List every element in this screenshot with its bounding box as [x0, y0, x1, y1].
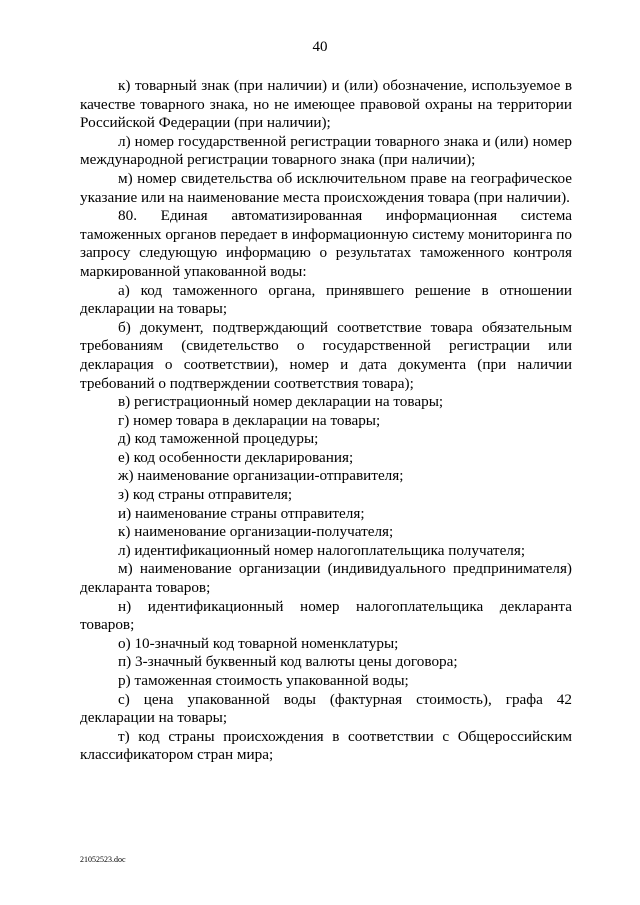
paragraph-l-recipient-tin: л) идентификационный номер налогоплательщика получателя;	[118, 541, 526, 559]
paragraph-g-goods-number: г) номер товара в декларации на товары;	[118, 411, 381, 429]
paragraph-v-declaration-number: в) регистрационный номер декларации на товары;	[118, 393, 444, 411]
paragraph-e-declaration-feature: е) код особенности декларирования;	[118, 448, 354, 466]
paragraph-z-sender-country-code: з) код страны отправителя;	[118, 486, 293, 504]
paragraph-a-customs-code: а) код таможенного органа, принявшего решение в отношении декларации на товары;	[80, 281, 572, 318]
paragraph-r-customs-value: р) таможенная стоимость упакованной воды;	[118, 672, 409, 689]
paragraph-m-declarant-name: м) наименование организации (индивидуального предпринимателя) декларанта товаров;	[80, 560, 572, 597]
document-filename: 21052523.doc	[80, 855, 126, 864]
paragraph-k-recipient-name: к) наименование организации-получателя;	[118, 523, 394, 541]
paragraph-l-trademark-registration: л) номер государственной регистрации товарного знака и (или) номер международной регистрации товарного знака (при наличии);	[80, 132, 572, 169]
paragraph-t-origin-country: т) код страны происхождения в соответствии с Общероссийским классификатором стран мира;	[80, 727, 572, 764]
paragraph-n-declarant-tin: н) идентификационный номер налогоплательщика декларанта товаров;	[80, 597, 572, 634]
paragraph-80-customs-info: 80. Единая автоматизированная информационная система таможенных органов передает в информационную систему мониторинга по запросу следующую информацию о результатах таможенного контроля маркированной упакованной воды:	[80, 207, 572, 280]
paragraph-d-procedure-code: д) код таможенной процедуры;	[118, 430, 319, 448]
paragraph-s-invoice-price: с) цена упакованной воды (фактурная стоимость), графа 42 декларации на товары;	[80, 690, 572, 727]
paragraph-i-sender-country-name: и) наименование страны отправителя;	[118, 504, 365, 522]
paragraph-p-currency-code: п) 3-значный буквенный код валюты цены договора;	[118, 653, 458, 671]
paragraph-m-geographic-indication: м) номер свидетельства об исключительном праве на географическое указание или на наименование места происхождения товара (при наличии).	[80, 169, 572, 206]
paragraph-k-trademark: к) товарный знак (при наличии) и (или) обозначение, используемое в качестве товарного знака, но не имеющее правовой охраны на территории Российской Федерации (при наличии);	[80, 77, 572, 132]
paragraph-o-commodity-code: о) 10-значный код товарной номенклатуры;	[118, 634, 399, 652]
paragraph-b-conformity-document: б) документ, подтверждающий соответствие товара обязательным требованиям (свидетельство о государственной регистрации или декларация о соответствии), номер и дата документа (при наличии требований о подтверждении соответствия товара);	[80, 318, 572, 392]
document-body	[80, 77, 572, 765]
page-number: 40	[312, 39, 328, 55]
paragraph-zh-sender-name: ж) наименование организации-отправителя;	[118, 467, 404, 485]
